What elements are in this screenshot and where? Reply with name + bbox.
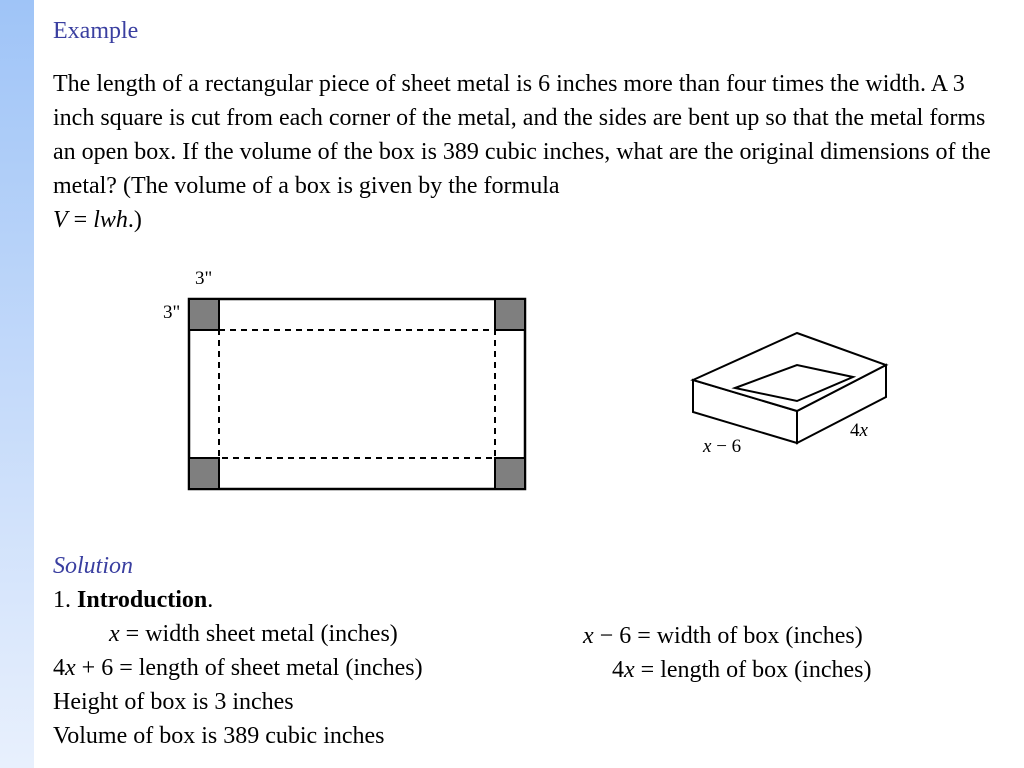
box-width-label bbox=[703, 436, 741, 458]
formula-eq: = bbox=[67, 207, 94, 233]
box-width-var: x bbox=[703, 436, 712, 457]
left1-var: x bbox=[109, 621, 120, 647]
corner-square-bottom-right bbox=[495, 458, 525, 489]
step-period: . bbox=[207, 587, 214, 613]
solution-heading-text: Solution bbox=[53, 553, 134, 579]
solution-left-line-2 bbox=[53, 651, 423, 685]
corner-square-top-left bbox=[189, 299, 219, 330]
right1-rest: − 6 = width of box (inches) bbox=[593, 623, 863, 649]
box-length-var: x bbox=[859, 420, 868, 441]
formula-end: .) bbox=[127, 207, 142, 233]
right2-var: x bbox=[624, 657, 635, 683]
corner-label-top: 3" bbox=[195, 268, 213, 289]
solution-left-line-1 bbox=[109, 617, 398, 651]
sheet-outline bbox=[189, 299, 525, 489]
box-length-label bbox=[850, 420, 868, 442]
problem-text: The length of a rectangular piece of sheet metal is 6 inches more than four times the width. A 3 inch square is cut from each corner of the metal, and the sides are bent up so that the metal forms an open box. If the volume of the box is 389 cubic inches, what are the original dimensions of the metal? (The volume of a box is given by the formula bbox=[53, 71, 991, 199]
example-heading: Example bbox=[53, 18, 139, 44]
sheet-metal-diagram bbox=[180, 290, 540, 500]
left2-var: x bbox=[65, 655, 76, 681]
box-width-rest: − 6 bbox=[711, 436, 742, 457]
solution-right-line-2 bbox=[612, 653, 871, 687]
corner-square-bottom-left bbox=[189, 458, 219, 489]
right2-num: 4 bbox=[612, 657, 624, 683]
right2-rest: = length of box (inches) bbox=[634, 657, 872, 683]
step-heading bbox=[53, 583, 213, 617]
left2-num: 4 bbox=[53, 655, 65, 681]
box-length-num: 4 bbox=[850, 420, 860, 441]
formula-lwh: lwh bbox=[93, 207, 128, 233]
left2-rest: + 6 = length of sheet metal (inches) bbox=[75, 655, 423, 681]
slide-sidebar-gradient bbox=[0, 0, 34, 768]
right1-var: x bbox=[583, 623, 594, 649]
solution-right-line-1 bbox=[583, 619, 863, 653]
left1-rest: = width sheet metal (inches) bbox=[119, 621, 398, 647]
step-number: 1. bbox=[53, 587, 77, 613]
solution-left-line-3: Height of box is 3 inches bbox=[53, 689, 294, 715]
solution-left-line-4: Volume of box is 389 cubic inches bbox=[53, 723, 385, 749]
problem-statement bbox=[53, 67, 1003, 237]
solution-heading bbox=[53, 549, 133, 583]
volume-formula bbox=[53, 203, 1003, 237]
corner-square-top-right bbox=[495, 299, 525, 330]
formula-v: V bbox=[53, 207, 68, 233]
corner-label-left: 3" bbox=[163, 302, 181, 323]
step-title: Introduction bbox=[77, 587, 208, 613]
